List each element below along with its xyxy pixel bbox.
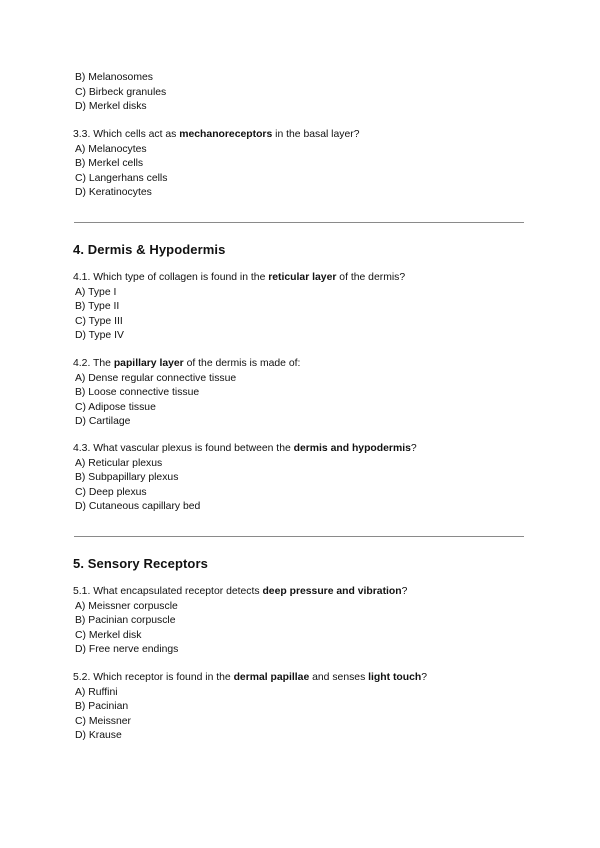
option-d: D) Cutaneous capillary bed <box>75 501 201 513</box>
option-b: B) Melanosomes <box>75 72 153 83</box>
question-text: 5.1. What encapsulated receptor detects deep pressure and vibration? <box>73 586 408 597</box>
option-a: A) Melanocytes <box>75 143 147 155</box>
option-a: A) Reticular plexus <box>75 457 163 469</box>
question-5-1 <box>73 585 407 658</box>
question-4-2 <box>73 357 300 430</box>
section-divider <box>74 222 524 223</box>
option-d: D) Type IV <box>75 330 124 342</box>
option-b: B) Pacinian <box>75 701 129 713</box>
option-b: B) Subpapillary plexus <box>75 472 179 484</box>
option-a: A) Type I <box>75 286 117 298</box>
option-c: C) Langerhans cells <box>75 172 168 184</box>
section-5-title: 5. Sensory Receptors <box>73 556 208 571</box>
option-c: C) Type III <box>75 315 123 327</box>
option-d: D) Krause <box>75 730 122 742</box>
option-d: D) Merkel disks <box>75 101 147 113</box>
question-text: 4.3. What vascular plexus is found between the dermis and hypodermis? <box>73 443 417 454</box>
question-3-3 <box>73 128 359 201</box>
question-text: 5.2. Which receptor is found in the dermal papillae and senses light touch? <box>73 672 428 683</box>
option-a: A) Dense regular connective tissue <box>75 372 237 384</box>
option-c: C) Meissner <box>75 715 132 727</box>
option-b: B) Loose connective tissue <box>75 387 200 399</box>
option-d: D) Free nerve endings <box>75 644 179 656</box>
question-text: 4.2. The papillary layer of the dermis is made of: <box>73 358 301 369</box>
option-c: C) Birbeck granules <box>75 86 167 98</box>
option-b: B) Type II <box>75 301 120 313</box>
option-b: B) Pacinian corpuscle <box>75 615 176 627</box>
question-4-3 <box>73 442 417 515</box>
question-4-1 <box>73 271 405 344</box>
question-text: 4.1. Which type of collagen is found in the reticular layer of the dermis? <box>73 272 406 283</box>
option-b: B) Merkel cells <box>75 158 144 170</box>
option-a: A) Ruffini <box>75 686 118 698</box>
option-d: D) Cartilage <box>75 416 131 428</box>
question-5-2 <box>73 671 427 744</box>
section-divider <box>74 536 524 537</box>
option-d: D) Keratinocytes <box>75 187 152 199</box>
option-c: C) Merkel disk <box>75 629 142 641</box>
section-4-title: 4. Dermis & Hypodermis <box>73 242 226 257</box>
question-text: 3.3. Which cells act as mechanoreceptors in the basal layer? <box>73 129 360 140</box>
option-a: A) Meissner corpuscle <box>75 600 178 612</box>
option-c: C) Adipose tissue <box>75 401 156 413</box>
question-3-2-options <box>73 71 166 115</box>
option-c: C) Deep plexus <box>75 486 147 498</box>
